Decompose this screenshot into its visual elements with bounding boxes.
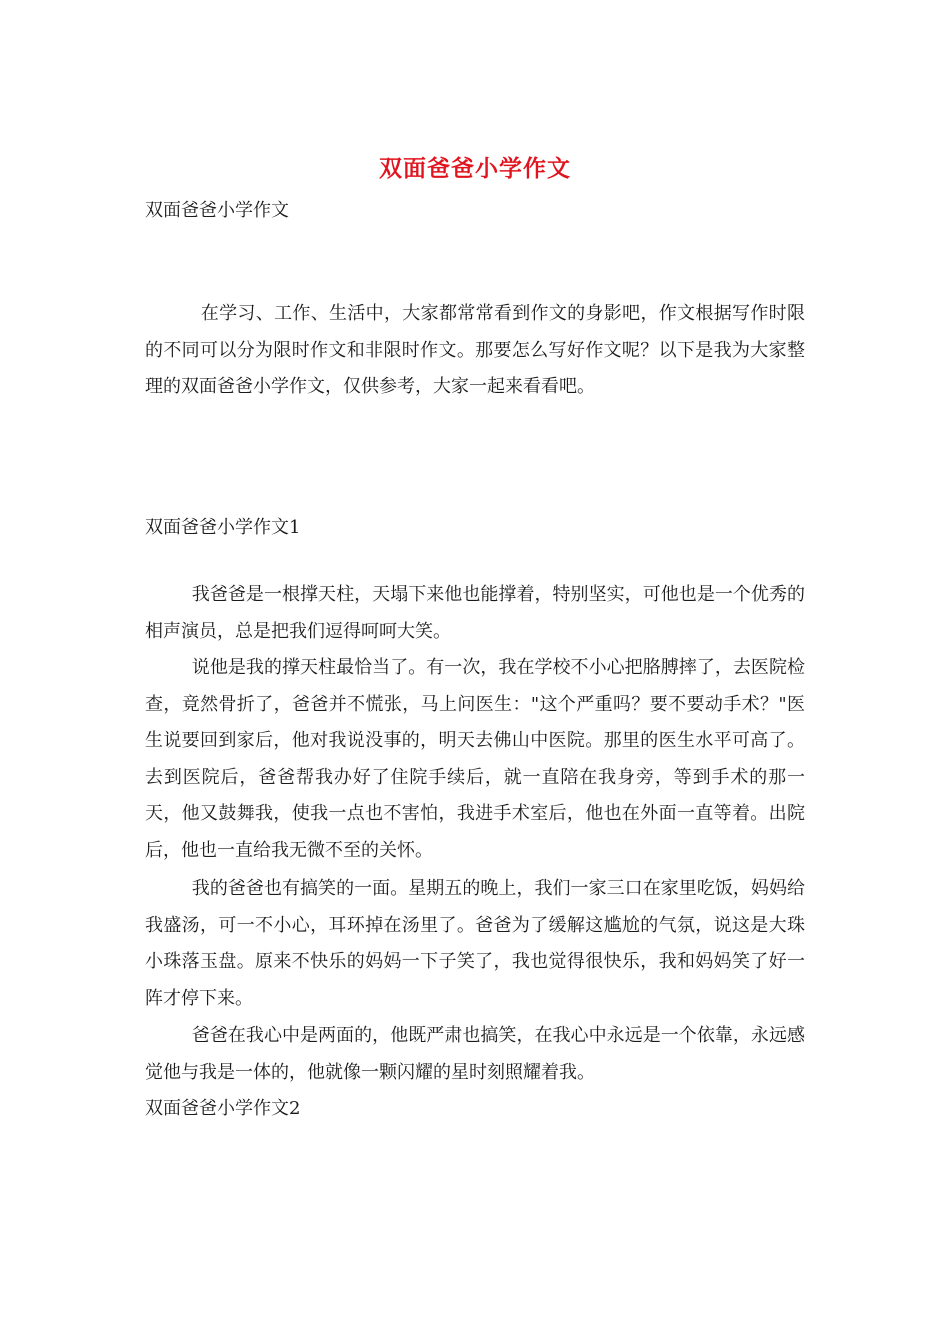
section-1-paragraph-4: 爸爸在我心中是两面的，他既严肃也搞笑，在我心中永远是一个依靠，永远感觉他与我是一体的，他就像一颗闪耀的星时刻照耀着我。 [145, 1025, 805, 1083]
document-subtitle: 双面爸爸小学作文 [145, 200, 289, 221]
section-1-paragraph-3: 我的爸爸也有搞笑的一面。星期五的晚上，我们一家三口在家里吃饭，妈妈给我盛汤，可一不小心，耳环掉在汤里了。爸爸为了缓解这尴尬的气氛，说这是大珠小珠落玉盘。原来不快乐的妈妈一下子笑了，我也觉得很快乐，我和妈妈笑了好一阵才停下来。 [145, 878, 805, 1009]
section-2-heading: 双面爸爸小学作文2 [145, 1098, 301, 1119]
intro-paragraph: 在学习、工作、生活中，大家都常常看到作文的身影吧，作文根据写作时限的不同可以分为限时作文和非限时作文。那要怎么写好作文呢？以下是我为大家整理的双面爸爸小学作文，仅供参考，大家一起来看看吧。 [145, 303, 805, 397]
section-1-paragraph-2: 说他是我的撑天柱最恰当了。有一次，我在学校不小心把胳膊摔了，去医院检查，竟然骨折了，爸爸并不慌张，马上问医生："这个严重吗？要不要动手术？"医生说要回到家后，他对我说没事的，明天去佛山中医院。那里的医生水平可高了。去到医院后，爸爸帮我办好了住院手续后，就一直陪在我身旁，等到手术的那一天，他又鼓舞我，使我一点也不害怕，我进手术室后，他也在外面一直等着。出院后，他也一直给我无微不至的关怀。 [145, 657, 805, 861]
section-1-heading: 双面爸爸小学作文1 [145, 517, 301, 538]
document-title: 双面爸爸小学作文 [379, 155, 571, 182]
section-1-paragraph-1: 我爸爸是一根撑天柱，天塌下来他也能撑着，特别坚实，可他也是一个优秀的相声演员，总是把我们逗得呵呵大笑。 [145, 584, 805, 642]
